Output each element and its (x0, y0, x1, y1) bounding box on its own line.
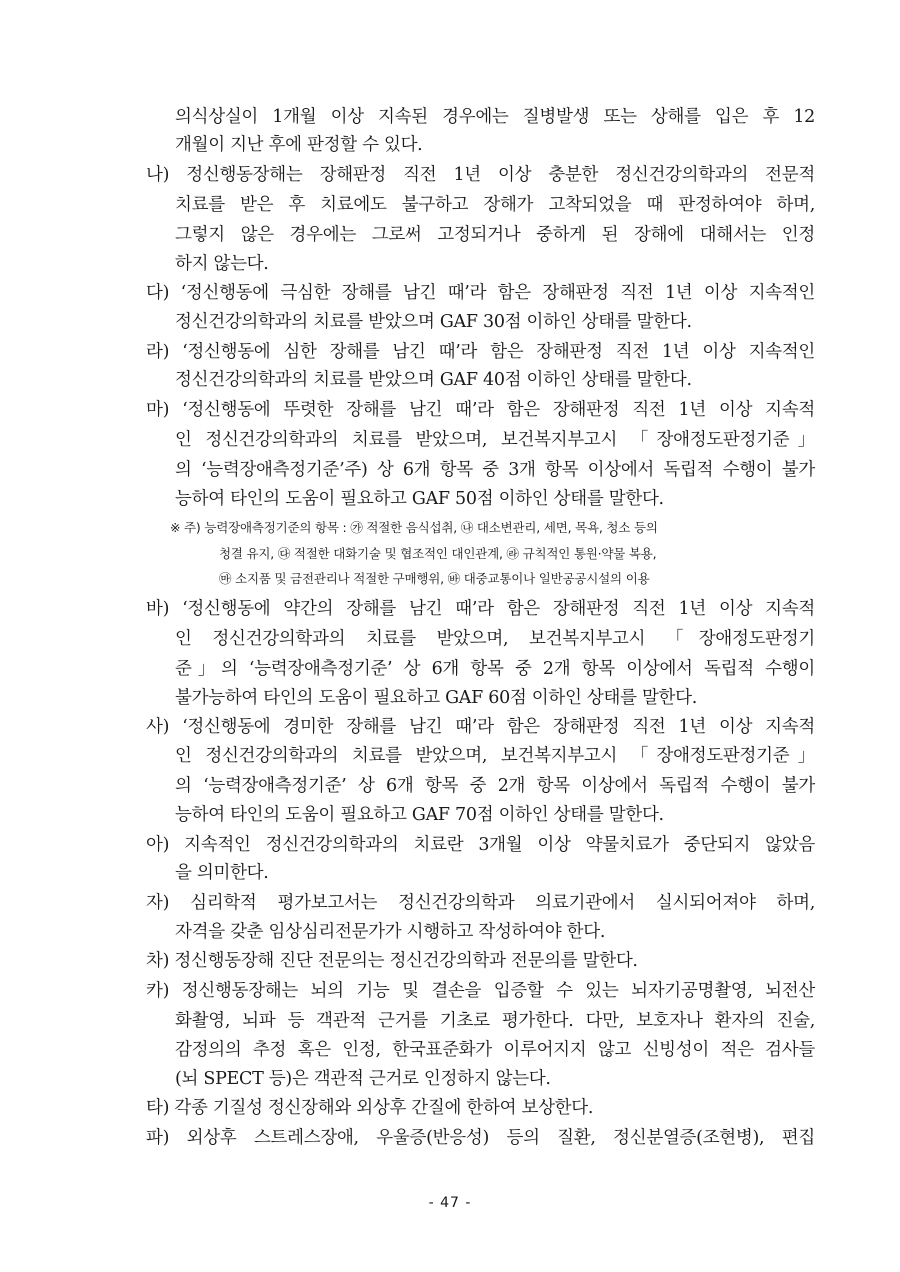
body-line: 의 ‘능력장애측정기준’주) 상 6개 항목 중 3개 항목 이상에서 독립적 수행이 불가 (175, 460, 815, 480)
body-line: 그렇지 않은 경우에는 그로써 고정되거나 중하게 된 장해에 대해서는 인정 (175, 225, 815, 245)
body-line: 불가능하여 타인의 도움이 필요하고 GAF 60점 이하인 상태를 말한다. (175, 688, 698, 708)
body-line: 의 ‘능력장애측정기준’ 상 6개 항목 중 2개 항목 이상에서 독립적 수행이 불가 (175, 776, 815, 796)
body-line: 인 정신건강의학과의 치료를 받았으며, 보건복지부고시 「장애정도판정기준」 (175, 430, 815, 450)
body-line: 정신건강의학과의 치료를 받았으며 GAF 30점 이하인 상태를 말한다. (175, 312, 692, 332)
list-item-ba: 바) ‘정신행동에 약간의 장해를 남긴 때’라 함은 장해판정 직전 1년 이상 지속적 (146, 599, 815, 619)
body-line: 인 정신건강의학과의 치료를 받았으며, 보건복지부고시 「장애정도판정기준」 (175, 746, 815, 766)
body-line: 감정의의 추정 혹은 인정, 한국표준화가 이루어지지 않고 신빙성이 적은 검사들 (175, 1040, 815, 1060)
list-item-da: 다) ‘정신행동에 극심한 장해를 남긴 때’라 함은 장해판정 직전 1년 이상 지속적인 (146, 283, 815, 303)
list-item-a: 아) 지속적인 정신건강의학과의 치료란 3개월 이상 약물치료가 중단되지 않았음 (146, 835, 815, 855)
list-item-sa: 사) ‘정신행동에 경미한 장해를 남긴 때’라 함은 장해판정 직전 1년 이상 지속적 (146, 717, 815, 737)
list-item-ka: 카) 정신행동장해는 뇌의 기능 및 결손을 입증할 수 있는 뇌자기공명촬영, 뇌전산 (146, 981, 815, 1001)
list-item-ja: 자) 심리학적 평가보고서는 정신건강의학과 의료기관에서 실시되어져야 하며, (146, 893, 815, 913)
body-line: 의식상실이 1개월 이상 지속된 경우에는 질병발생 또는 상해를 입은 후 12 (175, 107, 815, 127)
body-line: 능하여 타인의 도움이 필요하고 GAF 50점 이하인 상태를 말한다. (175, 489, 664, 509)
list-item-ma: 마) ‘정신행동에 뚜렷한 장해를 남긴 때’라 함은 장해판정 직전 1년 이상 지속적 (146, 400, 815, 420)
body-line: 하지 않는다. (175, 254, 269, 274)
body-line: (뇌 SPECT 등)은 객관적 근거로 인정하지 않는다. (175, 1069, 551, 1089)
list-item-na: 나) 정신행동장해는 장해판정 직전 1년 이상 충분한 정신건강의학과의 전문적 (146, 165, 815, 185)
body-line: 개월이 지난 후에 판정할 수 있다. (175, 135, 423, 155)
footnote-line: ※ 주) 능력장애측정기준의 항목 : ㉮ 적절한 음식섭취, ㉯ 대소변관리, 세면, 목욕, 청소 등의 (170, 520, 658, 535)
list-item-cha: 차) 정신행동장해 진단 전문의는 정신건강의학과 전문의를 말한다. (146, 951, 638, 971)
list-item-pa: 파) 외상후 스트레스장애, 우울증(반응성) 등의 질환, 정신분열증(조현병), 편집 (146, 1128, 815, 1148)
page-number: - 47 - (428, 1195, 472, 1211)
body-line: 자격을 갖춘 임상심리전문가가 시행하고 작성하여야 한다. (175, 922, 606, 942)
body-line: 능하여 타인의 도움이 필요하고 GAF 70점 이하인 상태를 말한다. (175, 805, 664, 825)
body-line: 을 의미한다. (175, 863, 269, 883)
list-item-ta: 타) 각종 기질성 정신장해와 외상후 간질에 한하여 보상한다. (146, 1098, 594, 1118)
body-line: 준」의 ‘능력장애측정기준’ 상 6개 항목 중 2개 항목 이상에서 독립적 수행이 (175, 659, 815, 679)
body-line: 정신건강의학과의 치료를 받았으며 GAF 40점 이하인 상태를 말한다. (175, 370, 692, 390)
body-line: 화촬영, 뇌파 등 객관적 근거를 기초로 평가한다. 다만, 보호자나 환자의 진술, (175, 1011, 815, 1031)
list-item-ra: 라) ‘정신행동에 심한 장해를 남긴 때’라 함은 장해판정 직전 1년 이상 지속적인 (146, 342, 815, 362)
body-line: 치료를 받은 후 치료에도 불구하고 장해가 고착되었을 때 판정하여야 하며, (175, 195, 815, 215)
body-line: 인 정신건강의학과의 치료를 받았으며, 보건복지부고시 「장애정도판정기 (175, 629, 815, 649)
footnote-line: ㉲ 소지품 및 금전관리나 적절한 구매행위, ㉳ 대중교통이나 일반공공시설의 이용 (219, 571, 650, 586)
footnote-line: 청결 유지, ㉰ 적절한 대화기술 및 협조적인 대인관계, ㉱ 규칙적인 통원·약물 복용, (219, 546, 657, 561)
